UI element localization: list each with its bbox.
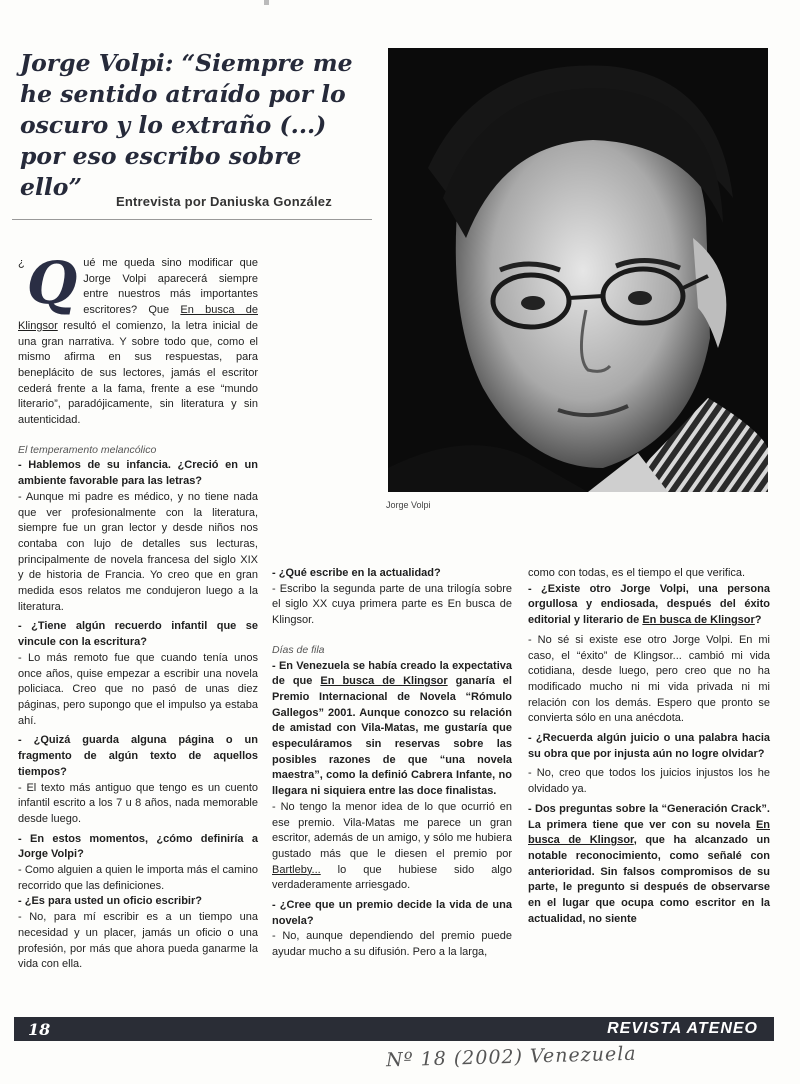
question xyxy=(528,802,770,928)
question-text: ? xyxy=(754,614,762,627)
magazine-name: REVISTA ATENEO xyxy=(607,1020,758,1037)
book-title-link: En busca de Klingsor xyxy=(642,614,755,627)
question-text: ganaría el Premio Internacional de Novela “Rómulo Gallegos” 2001. Aunque conozco su relación de amistad con Vila-Matas, me gustaría que especuláramos sin reservas sobre las posibles razones de que “una novela maestra”, como la definió Cabrera Infante, no llegara ni siquiera entre las doce finalistas. xyxy=(272,675,512,798)
question: - ¿Recuerda algún juicio o una palabra hacia su obra que por injusta aún no logre olvidar? xyxy=(528,732,770,760)
article-title: Jorge Volpi: “Siempre me he sentido atraído por lo oscuro y lo extraño (...) por eso escribo sobre ello” xyxy=(20,49,353,201)
answer: como con todas, es el tiempo el que verifica. xyxy=(528,567,746,579)
answer: - Como alguien a quien le importa más el camino recorrido que las definiciones. xyxy=(18,864,258,892)
answer: - Escribo la segunda parte de una trilogía sobre el siglo XX cuya primera parte es En busca de Klingsor. xyxy=(272,582,512,627)
column-1 xyxy=(18,249,258,973)
answer: - Aunque mi padre es médico, y no tiene nada que ver profesionalmente con la literatura, siempre fue un gran lector y desde niños nos contaba con lujo de detalles sus lecturas, principalmente de novela francesa del siglo XIX y de historia de Francia. Yo creo que en gran medida esos relatos me condujeron luego a la literatura. xyxy=(18,490,258,613)
answer: - No sé si existe ese otro Jorge Volpi. En mi caso, el “éxito” de Klingsor... cambió mi vida cotidiana, desde luego, pero creo que no ha modificado mucho ni mi vida privada ni mi relación con los demás. Espero que pronto se convierta sólo en una anécdota. xyxy=(528,633,770,725)
portrait-illustration xyxy=(388,48,768,492)
question-text: , que ha alcanzado un notable reconocimiento, como señalé con anterioridad. Sin falsos compromisos de su parte, le pregunto si después de observarse en el lugar que ocupa como escritor en la actualidad, no siente xyxy=(528,834,770,925)
article-byline: Entrevista por Daniuska González xyxy=(116,194,332,209)
book-title-link: En busca de Klingsor xyxy=(528,818,770,847)
opening-question-mark: ¿ xyxy=(18,257,25,269)
question-text: - Dos preguntas sobre la “Generación Crack”. La primera tiene que ver con su novela xyxy=(528,802,770,831)
question: - En estos momentos, ¿cómo definiría a Jorge Volpi? xyxy=(18,832,258,861)
author-portrait xyxy=(388,48,768,492)
question xyxy=(528,582,770,629)
question: - ¿Quizá guarda alguna página o un fragmento de algún texto de aquellos tiempos? xyxy=(18,734,258,778)
question xyxy=(272,659,512,800)
handwritten-note: Nº 18 (2002) Venezuela xyxy=(385,1042,637,1072)
column-3 xyxy=(528,566,770,927)
answer: - Lo más remoto fue que cuando tenía unos once años, quise empezar a escribir una novela policiaca. Creo que no pasó de unas diez páginas, pero supongo que el impulso ya estaba ahí. xyxy=(18,651,258,727)
section-heading: Días de fila xyxy=(272,643,325,656)
question: - ¿Cree que un premio decide la vida de una novela? xyxy=(272,899,512,927)
book-title-link: En busca de Klingsor xyxy=(18,304,258,332)
drop-cap: Q xyxy=(26,249,78,317)
answer: - No, creo que todos los juicios injustos los he olvidado ya. xyxy=(528,767,770,796)
book-title-link: En busca de Klingsor xyxy=(320,675,448,688)
intro-text-b: resultó el comienzo, la letra inicial de una gran narrativa. Y sobre todo que, como el mismo afirma en sus respuestas, para beneplácito de sus lectores, jamás el escritor cederá frente a la fama, frente a ese “mundo literario”, paradójicamente, sin literatura y sin autenticidad. xyxy=(18,319,258,427)
byline-divider xyxy=(12,219,372,220)
question: - ¿Tiene algún recuerdo infantil que se vincule con la escritura? xyxy=(18,620,258,649)
question-text: - En Venezuela se había creado la expectativa de que xyxy=(272,659,512,688)
book-title-link: Bartleby... xyxy=(272,863,321,876)
section-heading: El temperamento melancólico xyxy=(18,443,157,456)
question: - ¿Qué escribe en la actualidad? xyxy=(272,567,441,579)
scan-mark xyxy=(264,0,269,5)
answer-text: - No tengo la menor idea de lo que ocurrió en ese premio. Vila-Matas me parece un gran escritor, además de un amigo, y sólo me hubiera gustado más que le diesen el premio por xyxy=(272,800,512,860)
question-text: - ¿Existe otro Jorge Volpi, una persona orgullosa y endiosada, después del éxito editorial y literario de xyxy=(528,582,770,627)
column-2 xyxy=(272,566,512,961)
answer xyxy=(272,800,512,894)
answer: - No, aunque dependiendo del premio puede ayudar mucho a su difusión. Pero a la larga, xyxy=(272,930,512,959)
intro-text-a: ué me queda sino modificar que Jorge Volpi aparecerá siempre entre nuestros más importantes escritores? Que xyxy=(83,257,258,317)
question: - ¿Es para usted un oficio escribir? xyxy=(18,895,202,908)
answer-text: lo que hubiese sido algo verdaderamente arriesgado. xyxy=(272,863,512,892)
page-footer-bar xyxy=(14,1017,774,1041)
answer: - El texto más antiguo que tengo es un cuento infantil escrito a los 7 u 8 años, nada memorable desde luego. xyxy=(18,781,258,825)
page-number: 18 xyxy=(28,1020,51,1039)
intro-paragraph xyxy=(18,249,258,429)
photo-caption: Jorge Volpi xyxy=(386,500,431,510)
question: - Hablemos de su infancia. ¿Creció en un ambiente favorable para las letras? xyxy=(18,459,258,488)
answer: - No, para mí escribir es a un tiempo una necesidad y un placer, jamás un oficio o una profesión, por más que ahora pueda ganarme la vida con ella. xyxy=(18,911,258,971)
